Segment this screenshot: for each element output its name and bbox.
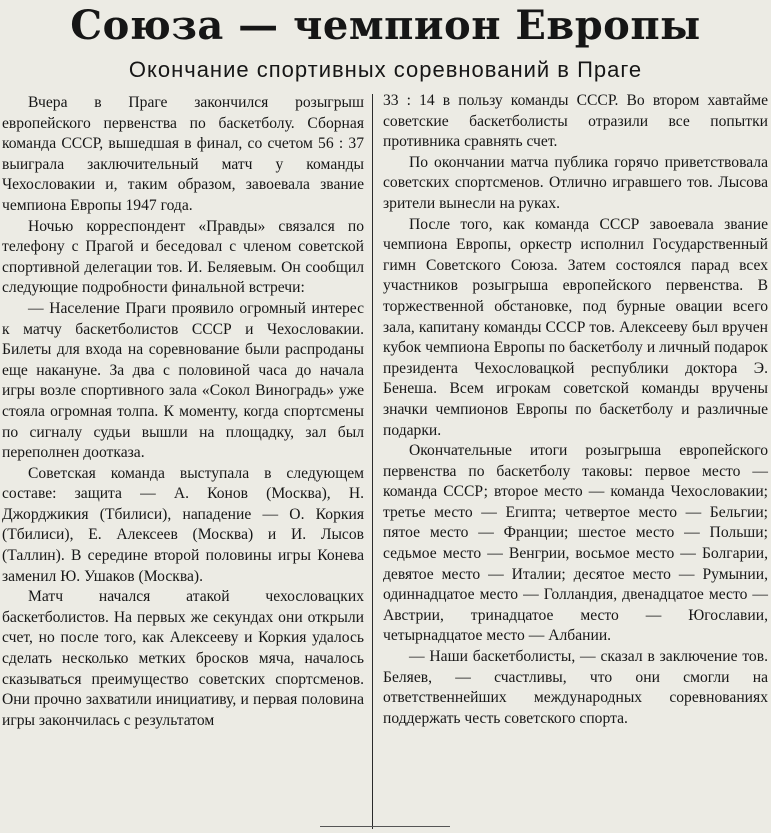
article-paragraph: Матч начался атакой чехословацких баскетболистов. На первых же секундах они открыли счет, но после того, как Алексееву и Коркия удалось сделать несколько метких бросков мяча, началось сказываться преимущество советских спортсменов. Они прочно захватили инициативу, и первая половина игры закончилась с результатом xyxy=(2,588,364,729)
column-divider xyxy=(372,94,373,829)
article-paragraph: — Наши баскетболисты, — сказал в заключение тов. Беляев, — счастливы, что они смогли на ответственнейших международных соревнованиях поддержать честь советского спорта. xyxy=(383,648,768,727)
bottom-divider xyxy=(320,826,450,827)
article-paragraph: Ночью корреспондент «Правды» связался по телефону с Прагой и беседовал с членом советской спортивной делегации тов. И. Беляевым. Он сообщил следующие подробности финальной встречи: xyxy=(2,217,364,297)
article-paragraph: — Население Праги проявило огромный интерес к матчу баскетболистов СССР и Чехословакии. Билеты для входа на соревнование были распроданы еще накануне. За два с половиной часа до начала игры возле спортивного зала «Сокол Виноградь» уже стояла огромная толпа. К моменту, когда спортсмены по сигналу судьи вышли на площадку, зал был переполнен доотказа. xyxy=(2,299,364,462)
article-paragraph: Советская команда выступала в следующем составе: защита — А. Конов (Москва), Н. Джорджикия (Тбилиси), нападение — О. Коркия (Тбилиси), Е. Алексеев (Москва) и И. Лысов (Таллин). В середине второй половины игры Конева заменил Ю. Ушаков (Москва). xyxy=(2,464,364,585)
article-headline: Союза — чемпион Европы xyxy=(70,2,701,49)
article-paragraph: После того, как команда СССР завоевала звание чемпиона Европы, оркестр исполнил Государственный гимн Советского Союза. Затем состоялся парад всех участников розыгрыша европейского первенства. В торжественной обстановке, под бурные овации всего зала, капитану команды СССР тов. Алексееву был вручен кубок чемпиона Европы по баскетболу и личный подарок президента Чехословацкой республики доктора Э. Бенеша. Всем игрокам советской команды вручены значки чемпионов Европы по баскетболу и различные подарки. xyxy=(383,215,768,439)
article-paragraph: По окончании матча публика горячо приветствовала советских спортсменов. Отлично игравшего тов. Лысова зрители вынесли на руках. xyxy=(383,153,768,212)
article-paragraph: Окончательные итоги розыгрыша европейского первенства по баскетболу таковы: первое место — команда СССР; второе место — команда Чехословакии; третье место — Египта; четвертое место — Бельгии; пятое место — Франции; шестое место — Польши; седьмое место — Венгрии, восьмое место — Болгарии, девятое место — Италии; десятое место — Румынии, одиннадцатое место — Голландия, двенадцатое место — Австрии, тринадцатое место — Югославии, четырнадцатое место — Албании. xyxy=(383,442,768,645)
article-column-left xyxy=(2,93,364,731)
article-paragraph: Вчера в Праге закончился розыгрыш европейского первенства по баскетболу. Сборная команда СССР, вышедшая в финал, со счетом 56 : 37 выиграла заключительный матч у команды Чехословакии и, таким образом, завоевала звание чемпиона Европы 1947 года. xyxy=(2,94,364,214)
article-column-right xyxy=(383,91,768,729)
article-paragraph: 33 : 14 в пользу команды СССР. Во втором хавтайме советские баскетболисты отразили все попытки противника сравнять счет. xyxy=(383,92,768,151)
article-subheadline: Окончание спортивных соревнований в Праге xyxy=(128,57,643,82)
